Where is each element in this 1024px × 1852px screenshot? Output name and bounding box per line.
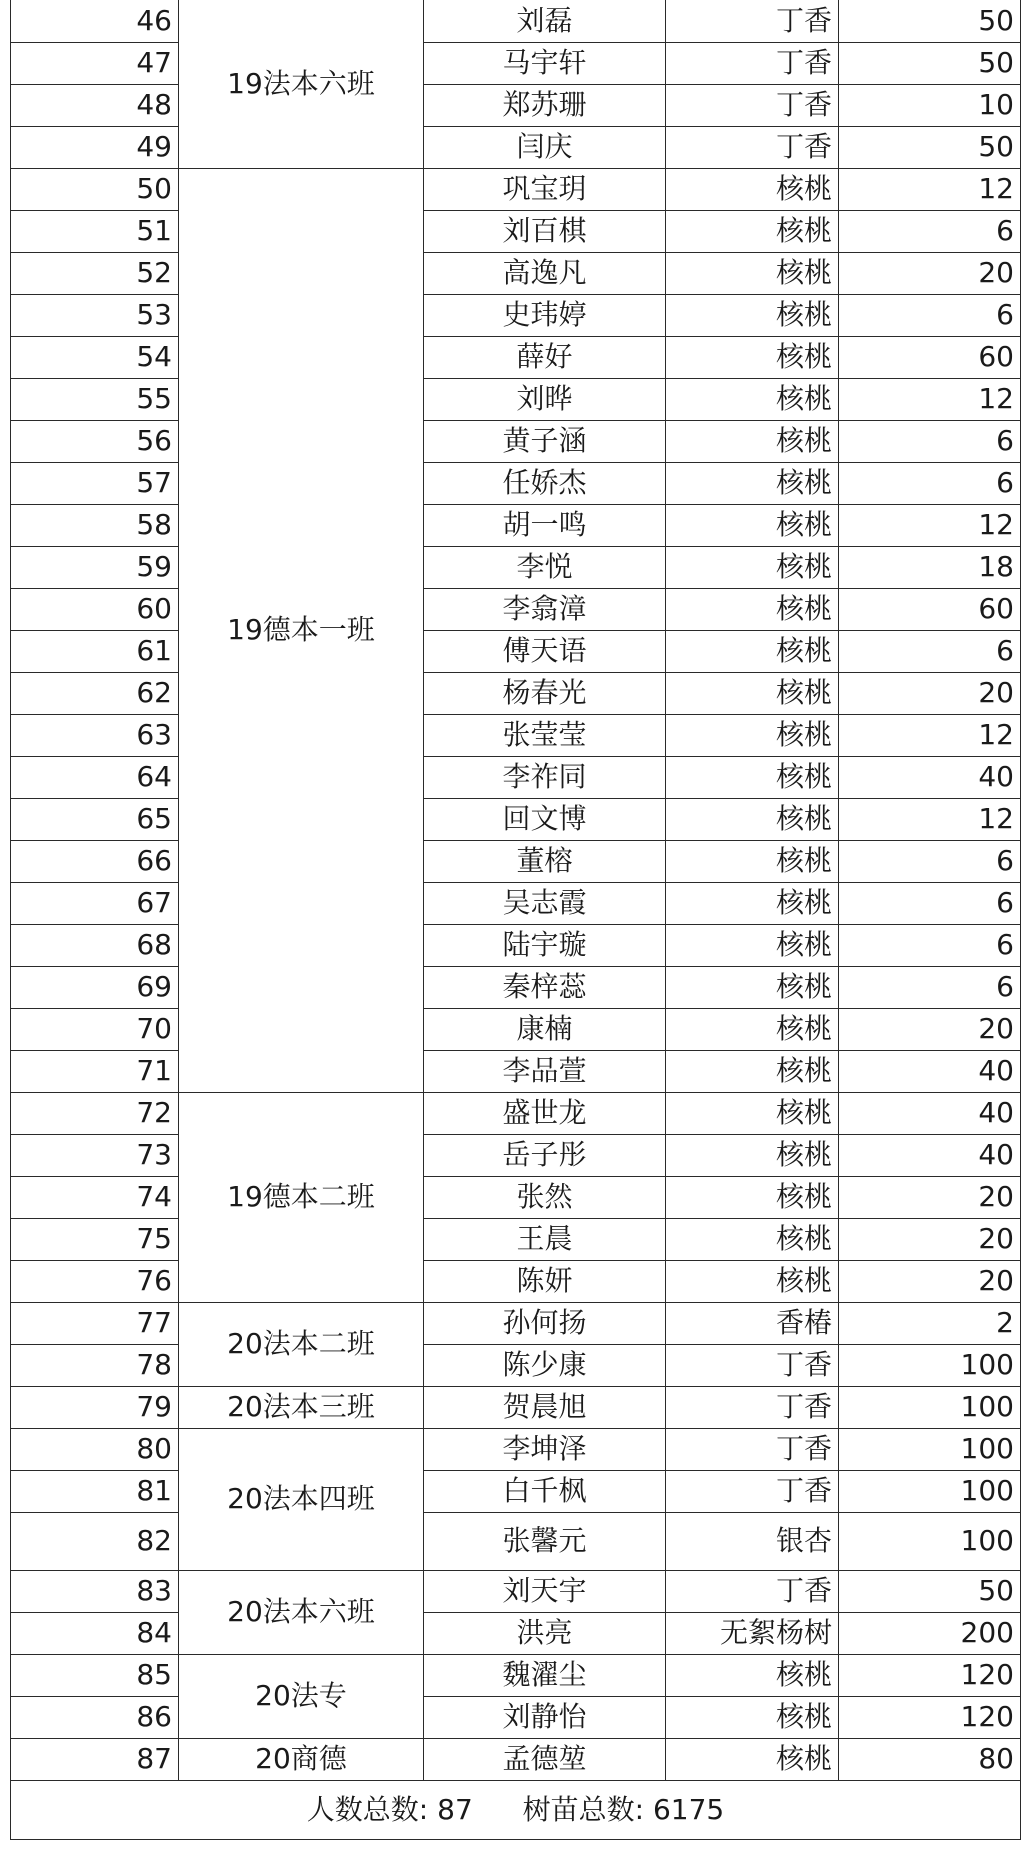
tree-species-cell: 核桃 xyxy=(666,420,839,462)
tree-species-cell: 核桃 xyxy=(666,1050,839,1092)
seedling-count-cell: 200 xyxy=(839,1612,1021,1654)
seedling-count-cell: 50 xyxy=(839,42,1021,84)
seedling-count-cell: 40 xyxy=(839,756,1021,798)
tree-species-cell: 核桃 xyxy=(666,882,839,924)
table-row xyxy=(11,714,1021,756)
tree-species-cell: 核桃 xyxy=(666,588,839,630)
tree-species-cell: 核桃 xyxy=(666,714,839,756)
row-number-cell: 54 xyxy=(11,336,179,378)
student-name-cell: 白千枫 xyxy=(424,1470,666,1512)
student-name-cell: 傅天语 xyxy=(424,630,666,672)
tree-species-cell: 核桃 xyxy=(666,210,839,252)
row-number-cell: 55 xyxy=(11,378,179,420)
tree-species-cell: 核桃 xyxy=(666,462,839,504)
student-name-cell: 秦梓蕊 xyxy=(424,966,666,1008)
table-row xyxy=(11,966,1021,1008)
summary-cell xyxy=(11,1780,1021,1839)
row-number-cell: 49 xyxy=(11,126,179,168)
student-name-cell: 黄子涵 xyxy=(424,420,666,462)
row-number-cell: 84 xyxy=(11,1612,179,1654)
table-row xyxy=(11,84,1021,126)
student-name-cell: 李悦 xyxy=(424,546,666,588)
seedling-count-cell: 100 xyxy=(839,1470,1021,1512)
seedling-count-cell: 6 xyxy=(839,420,1021,462)
student-name-cell: 吴志霞 xyxy=(424,882,666,924)
row-number-cell: 85 xyxy=(11,1654,179,1696)
row-number-cell: 78 xyxy=(11,1344,179,1386)
trees-total-value: 6175 xyxy=(652,1792,725,1826)
seedling-count-cell: 60 xyxy=(839,588,1021,630)
seedling-count-cell: 10 xyxy=(839,84,1021,126)
row-number-cell: 46 xyxy=(11,0,179,42)
student-name-cell: 薛好 xyxy=(424,336,666,378)
row-number-cell: 56 xyxy=(11,420,179,462)
row-number-cell: 73 xyxy=(11,1134,179,1176)
tree-species-cell: 丁香 xyxy=(666,0,839,42)
table-body xyxy=(11,0,1021,1780)
student-name-cell: 孙何扬 xyxy=(424,1302,666,1344)
table-row xyxy=(11,882,1021,924)
row-number-cell: 67 xyxy=(11,882,179,924)
seedling-count-cell: 120 xyxy=(839,1696,1021,1738)
seedling-count-cell: 40 xyxy=(839,1134,1021,1176)
tree-species-cell: 核桃 xyxy=(666,1008,839,1050)
row-number-cell: 65 xyxy=(11,798,179,840)
table-row xyxy=(11,126,1021,168)
tree-species-cell: 香椿 xyxy=(666,1302,839,1344)
seedling-count-cell: 18 xyxy=(839,546,1021,588)
student-name-cell: 张莹莹 xyxy=(424,714,666,756)
student-name-cell: 刘天宇 xyxy=(424,1570,666,1612)
row-number-cell: 59 xyxy=(11,546,179,588)
student-name-cell: 高逸凡 xyxy=(424,252,666,294)
row-number-cell: 61 xyxy=(11,630,179,672)
row-number-cell: 81 xyxy=(11,1470,179,1512)
tree-species-cell: 核桃 xyxy=(666,1654,839,1696)
table-row xyxy=(11,1428,1021,1470)
seedling-count-cell: 40 xyxy=(839,1092,1021,1134)
seedling-count-cell: 6 xyxy=(839,630,1021,672)
seedling-count-cell: 12 xyxy=(839,714,1021,756)
table-row xyxy=(11,840,1021,882)
student-name-cell: 刘百棋 xyxy=(424,210,666,252)
student-name-cell: 康楠 xyxy=(424,1008,666,1050)
tree-species-cell: 无絮杨树 xyxy=(666,1612,839,1654)
table-row xyxy=(11,1654,1021,1696)
student-name-cell: 刘晔 xyxy=(424,378,666,420)
row-number-cell: 83 xyxy=(11,1570,179,1612)
table-row xyxy=(11,504,1021,546)
seedling-count-cell: 20 xyxy=(839,1008,1021,1050)
student-name-cell: 岳子彤 xyxy=(424,1134,666,1176)
student-name-cell: 胡一鸣 xyxy=(424,504,666,546)
seedling-count-cell: 12 xyxy=(839,504,1021,546)
row-number-cell: 79 xyxy=(11,1386,179,1428)
seedling-count-cell: 60 xyxy=(839,336,1021,378)
student-name-cell: 回文博 xyxy=(424,798,666,840)
table-row xyxy=(11,1302,1021,1344)
tree-species-cell: 丁香 xyxy=(666,1344,839,1386)
class-name-cell: 20法专 xyxy=(179,1654,424,1738)
row-number-cell: 77 xyxy=(11,1302,179,1344)
seedling-count-cell: 6 xyxy=(839,294,1021,336)
row-number-cell: 75 xyxy=(11,1218,179,1260)
tree-species-cell: 核桃 xyxy=(666,546,839,588)
table-row xyxy=(11,378,1021,420)
tree-species-cell: 核桃 xyxy=(666,1134,839,1176)
table-row xyxy=(11,42,1021,84)
tree-species-cell: 核桃 xyxy=(666,798,839,840)
table-row xyxy=(11,756,1021,798)
row-number-cell: 63 xyxy=(11,714,179,756)
seedling-count-cell: 50 xyxy=(839,1570,1021,1612)
student-name-cell: 李品萱 xyxy=(424,1050,666,1092)
class-name-cell: 19法本六班 xyxy=(179,0,424,168)
table-row xyxy=(11,1612,1021,1654)
people-total-value: 87 xyxy=(437,1792,473,1826)
row-number-cell: 48 xyxy=(11,84,179,126)
student-name-cell: 张馨元 xyxy=(424,1512,666,1570)
table-row xyxy=(11,1050,1021,1092)
table-row xyxy=(11,294,1021,336)
student-name-cell: 刘磊 xyxy=(424,0,666,42)
table-row xyxy=(11,1470,1021,1512)
class-name-cell: 20商德 xyxy=(179,1738,424,1780)
tree-species-cell: 核桃 xyxy=(666,1260,839,1302)
student-name-cell: 贺晨旭 xyxy=(424,1386,666,1428)
table-row xyxy=(11,252,1021,294)
student-name-cell: 郑苏珊 xyxy=(424,84,666,126)
row-number-cell: 51 xyxy=(11,210,179,252)
tree-species-cell: 丁香 xyxy=(666,1470,839,1512)
student-name-cell: 李坤泽 xyxy=(424,1428,666,1470)
tree-species-cell: 核桃 xyxy=(666,1218,839,1260)
table-row xyxy=(11,1386,1021,1428)
row-number-cell: 60 xyxy=(11,588,179,630)
seedling-count-cell: 6 xyxy=(839,840,1021,882)
table-row xyxy=(11,630,1021,672)
row-number-cell: 70 xyxy=(11,1008,179,1050)
table-row xyxy=(11,1092,1021,1134)
row-number-cell: 69 xyxy=(11,966,179,1008)
tree-species-cell: 核桃 xyxy=(666,924,839,966)
table-row xyxy=(11,1344,1021,1386)
student-name-cell: 孟德堃 xyxy=(424,1738,666,1780)
tree-species-cell: 核桃 xyxy=(666,756,839,798)
seedling-count-cell: 6 xyxy=(839,882,1021,924)
row-number-cell: 82 xyxy=(11,1512,179,1570)
row-number-cell: 57 xyxy=(11,462,179,504)
table-row xyxy=(11,1176,1021,1218)
seedling-count-cell: 2 xyxy=(839,1302,1021,1344)
seedling-count-cell: 50 xyxy=(839,126,1021,168)
row-number-cell: 87 xyxy=(11,1738,179,1780)
seedling-count-cell: 20 xyxy=(839,1176,1021,1218)
student-name-cell: 陈妍 xyxy=(424,1260,666,1302)
table-row xyxy=(11,1134,1021,1176)
tree-species-cell: 核桃 xyxy=(666,336,839,378)
tree-species-cell: 核桃 xyxy=(666,252,839,294)
seedling-count-cell: 20 xyxy=(839,1260,1021,1302)
row-number-cell: 71 xyxy=(11,1050,179,1092)
row-number-cell: 64 xyxy=(11,756,179,798)
table-row xyxy=(11,336,1021,378)
tree-species-cell: 丁香 xyxy=(666,42,839,84)
tree-species-cell: 核桃 xyxy=(666,672,839,714)
tree-species-cell: 丁香 xyxy=(666,1386,839,1428)
table-row xyxy=(11,1738,1021,1780)
seedling-count-cell: 6 xyxy=(839,924,1021,966)
row-number-cell: 72 xyxy=(11,1092,179,1134)
table-row xyxy=(11,1218,1021,1260)
class-name-cell: 19德本二班 xyxy=(179,1092,424,1302)
tree-species-cell: 核桃 xyxy=(666,378,839,420)
class-name-cell: 20法本三班 xyxy=(179,1386,424,1428)
student-name-cell: 李祚同 xyxy=(424,756,666,798)
row-number-cell: 80 xyxy=(11,1428,179,1470)
row-number-cell: 50 xyxy=(11,168,179,210)
student-name-cell: 马宇轩 xyxy=(424,42,666,84)
student-name-cell: 盛世龙 xyxy=(424,1092,666,1134)
table-row xyxy=(11,462,1021,504)
seedling-count-cell: 100 xyxy=(839,1386,1021,1428)
tree-species-cell: 核桃 xyxy=(666,168,839,210)
table-row xyxy=(11,1570,1021,1612)
tree-species-cell: 丁香 xyxy=(666,1428,839,1470)
tree-species-cell: 核桃 xyxy=(666,966,839,1008)
student-name-cell: 史玮婷 xyxy=(424,294,666,336)
seedling-count-cell: 80 xyxy=(839,1738,1021,1780)
summary-row xyxy=(11,1780,1021,1839)
row-number-cell: 62 xyxy=(11,672,179,714)
people-total-label: 人数总数: xyxy=(306,1792,429,1826)
seedling-count-cell: 12 xyxy=(839,378,1021,420)
class-name-cell: 20法本四班 xyxy=(179,1428,424,1570)
row-number-cell: 53 xyxy=(11,294,179,336)
student-name-cell: 杨春光 xyxy=(424,672,666,714)
tree-species-cell: 核桃 xyxy=(666,1738,839,1780)
seedling-count-cell: 100 xyxy=(839,1512,1021,1570)
row-number-cell: 76 xyxy=(11,1260,179,1302)
table-row xyxy=(11,1696,1021,1738)
seedling-count-cell: 120 xyxy=(839,1654,1021,1696)
tree-species-cell: 核桃 xyxy=(666,1176,839,1218)
student-name-cell: 董榕 xyxy=(424,840,666,882)
student-name-cell: 王晨 xyxy=(424,1218,666,1260)
table-row xyxy=(11,1512,1021,1570)
seedling-count-cell: 100 xyxy=(839,1344,1021,1386)
student-name-cell: 张然 xyxy=(424,1176,666,1218)
tree-species-cell: 丁香 xyxy=(666,84,839,126)
row-number-cell: 58 xyxy=(11,504,179,546)
table-row xyxy=(11,168,1021,210)
seedling-count-cell: 20 xyxy=(839,1218,1021,1260)
row-number-cell: 74 xyxy=(11,1176,179,1218)
student-name-cell: 刘静怡 xyxy=(424,1696,666,1738)
class-name-cell: 20法本二班 xyxy=(179,1302,424,1386)
table-row xyxy=(11,1008,1021,1050)
seedling-count-cell: 40 xyxy=(839,1050,1021,1092)
tree-species-cell: 丁香 xyxy=(666,1570,839,1612)
table-row xyxy=(11,0,1021,42)
tree-planting-table xyxy=(10,0,1021,1840)
student-name-cell: 魏濯尘 xyxy=(424,1654,666,1696)
trees-total-label: 树苗总数: xyxy=(522,1792,645,1826)
seedling-count-cell: 100 xyxy=(839,1428,1021,1470)
table-row xyxy=(11,924,1021,966)
tree-species-cell: 核桃 xyxy=(666,840,839,882)
table-row xyxy=(11,672,1021,714)
seedling-count-cell: 6 xyxy=(839,966,1021,1008)
seedling-count-cell: 6 xyxy=(839,462,1021,504)
row-number-cell: 52 xyxy=(11,252,179,294)
seedling-count-cell: 20 xyxy=(839,672,1021,714)
student-name-cell: 闫庆 xyxy=(424,126,666,168)
row-number-cell: 47 xyxy=(11,42,179,84)
table-row xyxy=(11,588,1021,630)
student-name-cell: 陆宇璇 xyxy=(424,924,666,966)
table-row xyxy=(11,210,1021,252)
seedling-count-cell: 20 xyxy=(839,252,1021,294)
table-row xyxy=(11,420,1021,462)
seedling-count-cell: 6 xyxy=(839,210,1021,252)
table-row xyxy=(11,798,1021,840)
student-name-cell: 洪亮 xyxy=(424,1612,666,1654)
table-row xyxy=(11,546,1021,588)
tree-species-cell: 丁香 xyxy=(666,126,839,168)
table-row xyxy=(11,1260,1021,1302)
tree-species-cell: 核桃 xyxy=(666,504,839,546)
tree-species-cell: 核桃 xyxy=(666,630,839,672)
class-name-cell: 20法本六班 xyxy=(179,1570,424,1654)
row-number-cell: 68 xyxy=(11,924,179,966)
student-name-cell: 陈少康 xyxy=(424,1344,666,1386)
class-name-cell: 19德本一班 xyxy=(179,168,424,1092)
tree-species-cell: 核桃 xyxy=(666,1092,839,1134)
student-name-cell: 巩宝玥 xyxy=(424,168,666,210)
student-name-cell: 任娇杰 xyxy=(424,462,666,504)
tree-species-cell: 核桃 xyxy=(666,294,839,336)
seedling-count-cell: 50 xyxy=(839,0,1021,42)
student-name-cell: 李翕漳 xyxy=(424,588,666,630)
tree-species-cell: 银杏 xyxy=(666,1512,839,1570)
tree-species-cell: 核桃 xyxy=(666,1696,839,1738)
seedling-count-cell: 12 xyxy=(839,798,1021,840)
row-number-cell: 86 xyxy=(11,1696,179,1738)
row-number-cell: 66 xyxy=(11,840,179,882)
seedling-count-cell: 12 xyxy=(839,168,1021,210)
